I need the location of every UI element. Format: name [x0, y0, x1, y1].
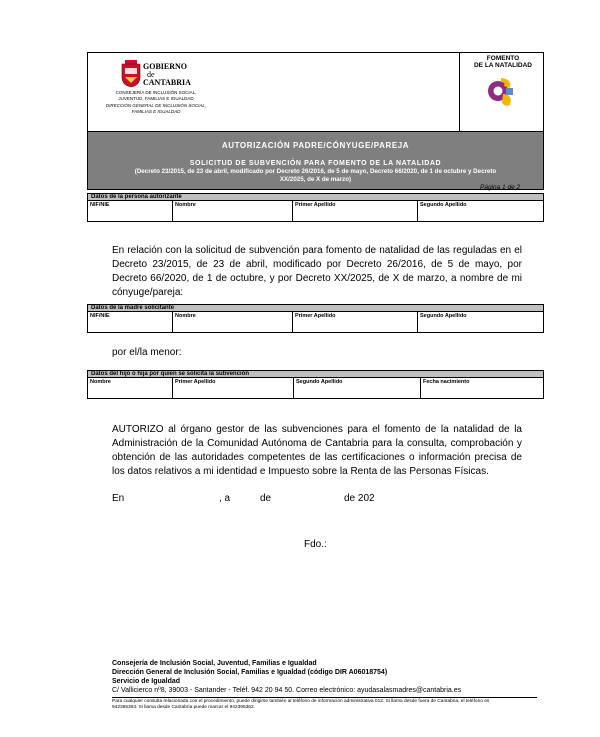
footer-address: C/ Vallicierco nº8, 39003 - Santander - Teléf. 942 20 94 50. Correo electrónico: ayudasalasmadres@cantabria.es — [112, 687, 462, 694]
header-divider — [459, 52, 460, 132]
madre-apellido1-field[interactable]: Primer Apellido — [293, 312, 418, 332]
autorizante-apellido1-field[interactable]: Primer Apellido — [293, 201, 418, 221]
decree-line1: (Decreto 23/2015, de 23 de abril, modificado por Decreto 26/2016, de 5 de mayo, Decreto 66/2020, de 1 de octubre y Decreto — [134, 168, 497, 175]
consejeria-line2: JUVENTUD, FAMILIAS E IGUALDAD — [118, 95, 194, 101]
fomento-line2: DE LA NATALIDAD — [473, 62, 532, 69]
gov-line1: GOBIERNO — [143, 62, 188, 71]
date-a: , a — [219, 493, 231, 504]
hijo-fecha-nacimiento-field[interactable]: Fecha nacimiento — [423, 379, 470, 385]
footer-note — [112, 699, 542, 711]
date-de: de — [260, 493, 272, 504]
cantabria-shield-icon — [120, 60, 142, 88]
footer-note-line1: Para cualquier consulta relacionada con el procedimiento, puede dirigirse también al teléfono de información administrativa 012. Si llama desde fuera de Cantabria, el teléfono es — [112, 699, 490, 704]
section-madre-row — [87, 312, 544, 333]
date-de-year: de 202 — [344, 493, 375, 504]
footer-consejeria: Consejería de Inclusión Social, Juventud, Familias e Igualdad — [112, 660, 317, 667]
direccion-line1: DIRECCIÓN GENERAL DE INCLUSIÓN SOCIAL, — [105, 103, 207, 108]
document-title: AUTORIZACIÓN PADRE/CÓNYUGE/PAREJA — [221, 141, 410, 150]
fomento-line1: FOMENTO — [486, 55, 520, 62]
hijo-nombre-field[interactable]: Nombre — [88, 378, 173, 398]
hijo-apellido1-field[interactable]: Primer Apellido — [173, 378, 294, 398]
madre-nombre-field[interactable]: Nombre — [173, 312, 293, 332]
section-autorizante-header: Datos de la persona autorizante — [87, 193, 544, 201]
gov-line3: CANTABRIA — [143, 78, 191, 87]
section-hijo-header: Datos del hijo o hija por quien se solicita la subvención — [87, 370, 544, 378]
date-en: En — [112, 493, 125, 504]
madre-nif-field[interactable]: NIF/NIE — [88, 312, 173, 332]
date-place-field[interactable] — [130, 501, 215, 502]
footer-direccion: Dirección General de Inclusión Social, Familias e Igualdad (código DIR A06018754) — [112, 669, 388, 676]
footer-divider — [112, 697, 537, 698]
gov-name — [143, 63, 191, 87]
section-autorizante-row — [87, 201, 544, 222]
document-subtitle: SOLICITUD DE SUBVENCIÓN PARA FOMENTO DE LA NATALIDAD — [189, 160, 442, 167]
paragraph-autorizo: AUTORIZO al órgano gestor de las subvenciones para el fomento de la natalidad de la Administración de la Comunidad Autónoma de Cantabria para la consulta, comprobación y obtención de las autoridades competentes de las certificaciones o información precisa de los datos relativos a mi identidad e Impuesto sobre la Renta de las Personas Físicas. — [112, 424, 522, 477]
fomento-natalidad-logo-icon — [486, 76, 520, 108]
footer-servicio: Servicio de Igualdad — [112, 678, 181, 685]
consejeria-line1: CONSEJERÍA DE INCLUSIÓN SOCIAL, — [115, 90, 197, 95]
page-number: Página 1 de 2 — [480, 184, 521, 191]
fomento-title — [462, 55, 544, 69]
signature-label: Fdo.: — [304, 539, 327, 550]
autorizante-nombre-field[interactable]: Nombre — [173, 201, 293, 221]
autorizante-nif-field[interactable]: NIF/NIE — [88, 201, 173, 221]
direccion-line2: FAMILIAS E IGUALDAD — [131, 108, 181, 114]
madre-apellido2-field[interactable]: Segundo Apellido — [420, 313, 467, 319]
decree-reference — [87, 168, 544, 184]
paragraph-solicitud: En relación con la solicitud de subvención para fomento de natalidad de las reguladas en el Decreto 23/2015, de 23 de abril, modificado por Decreto 26/2016, de 5 de mayo, por Decreto 66/2020, de 1 de octubre, y por Decreto XX/2025, de X de marzo, a nombre de mi cónyuge/pareja: — [112, 245, 522, 298]
menor-text: por el/la menor: — [112, 347, 182, 358]
direccion-text — [96, 103, 216, 114]
decree-line2: XX/2025, de X de marzo) — [279, 176, 352, 183]
footer-note-line2: 942395363. Si llama desde Cantabria puede marcar el 942395362. — [112, 705, 255, 710]
gov-line2: de — [147, 70, 155, 79]
section-hijo-row — [87, 378, 544, 399]
footer — [112, 659, 532, 695]
autorizante-apellido2-field[interactable]: Segundo Apellido — [420, 202, 467, 208]
consejeria-text — [96, 90, 216, 101]
section-madre-header: Datos de la madre solicitante — [87, 304, 544, 312]
hijo-apellido2-field[interactable]: Segundo Apellido — [294, 378, 421, 398]
